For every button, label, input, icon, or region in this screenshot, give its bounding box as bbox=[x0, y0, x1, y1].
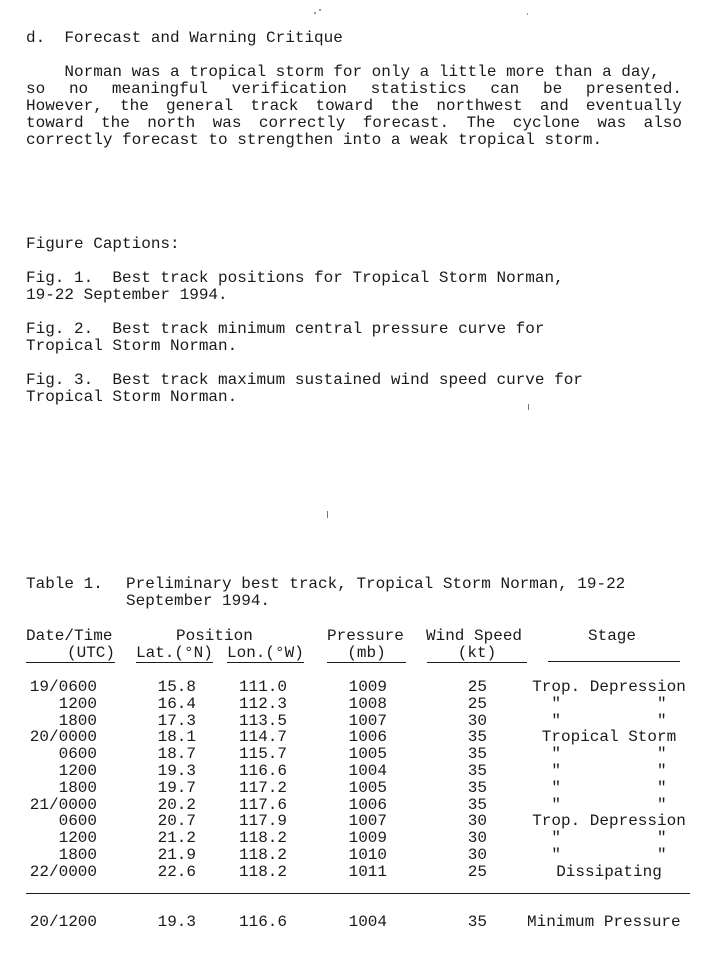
cell-pressure: 1010 bbox=[348, 846, 387, 864]
header-stage-underline bbox=[548, 645, 680, 662]
paragraph-line-1: Norman was a tropical storm for only a little more than a day, bbox=[26, 63, 660, 81]
cell-wind: 35 bbox=[467, 728, 487, 746]
cell-wind: 25 bbox=[467, 695, 487, 713]
paragraph-word: and bbox=[539, 97, 569, 115]
cell-stage: " " bbox=[551, 745, 667, 763]
cell-time: 22/0000 bbox=[29, 863, 97, 881]
paragraph-word: was bbox=[212, 114, 242, 132]
paragraph-word: cyclone bbox=[512, 114, 580, 132]
cell-stage: " " bbox=[551, 695, 667, 713]
cell-lon: 113.5 bbox=[238, 712, 287, 730]
paragraph-line-2 bbox=[26, 81, 682, 98]
cell-stage: Minimum Pressure bbox=[527, 913, 681, 931]
header-stage: Stage bbox=[588, 627, 637, 645]
cell-lon: 115.7 bbox=[238, 745, 287, 763]
cell-stage: " " bbox=[551, 846, 667, 864]
cell-wind: 35 bbox=[467, 779, 487, 797]
paragraph-word: forecast. bbox=[362, 114, 450, 132]
cell-time: 1800 bbox=[58, 846, 97, 864]
cell-pressure: 1007 bbox=[348, 712, 387, 730]
caption-fig3-line2: Tropical Storm Norman. bbox=[26, 388, 238, 406]
paragraph-word: eventually bbox=[585, 97, 682, 115]
cell-stage: Trop. Depression bbox=[532, 678, 686, 696]
header-mb: (mb) bbox=[327, 645, 406, 663]
cell-pressure: 1009 bbox=[348, 829, 387, 847]
cell-wind: 25 bbox=[467, 863, 487, 881]
cell-wind: 30 bbox=[467, 812, 487, 830]
table-title-line1: Preliminary best track, Tropical Storm Norman, 19-22 bbox=[126, 575, 626, 593]
header-wind-speed: Wind Speed bbox=[426, 627, 523, 645]
paragraph-word: can bbox=[490, 80, 520, 98]
cell-lon: 112.3 bbox=[238, 695, 287, 713]
header-kt: (kt) bbox=[427, 645, 527, 663]
cell-pressure: 1005 bbox=[348, 779, 387, 797]
cell-lat: 21.9 bbox=[157, 846, 196, 864]
cell-wind: 35 bbox=[467, 762, 487, 780]
cell-lon: 116.6 bbox=[238, 913, 287, 931]
cell-lat: 21.2 bbox=[157, 829, 196, 847]
paragraph-word: presented. bbox=[585, 80, 682, 98]
scan-speck bbox=[319, 9, 321, 11]
cell-lon: 118.2 bbox=[238, 829, 287, 847]
paragraph-word: correctly bbox=[258, 114, 346, 132]
paragraph-word: northwest bbox=[436, 97, 523, 115]
cell-pressure: 1004 bbox=[348, 913, 387, 931]
cell-wind: 30 bbox=[467, 712, 487, 730]
paragraph-word: However, bbox=[26, 97, 103, 115]
table-title-line2: September 1994. bbox=[126, 592, 271, 610]
paragraph-word: so bbox=[26, 80, 46, 98]
caption-fig2-line1: Fig. 2. Best track minimum central pressure curve for bbox=[26, 320, 545, 338]
cell-lon: 118.2 bbox=[238, 863, 287, 881]
paragraph-word: was bbox=[597, 114, 627, 132]
cell-lon: 117.6 bbox=[238, 796, 287, 814]
scan-speck bbox=[314, 12, 316, 14]
header-position: Position bbox=[176, 627, 253, 645]
cell-lon: 114.7 bbox=[238, 728, 287, 746]
paragraph-word: verification bbox=[231, 80, 347, 98]
cell-lat: 19.3 bbox=[157, 913, 196, 931]
paragraph-word: also bbox=[643, 114, 682, 132]
header-lon: Lon.(°W) bbox=[227, 644, 304, 662]
cell-time: 1800 bbox=[58, 712, 97, 730]
cell-pressure: 1009 bbox=[348, 678, 387, 696]
cell-lat: 18.1 bbox=[157, 728, 196, 746]
caption-fig1-line2: 19-22 September 1994. bbox=[26, 286, 228, 304]
captions-title: Figure Captions: bbox=[26, 235, 180, 253]
cell-lat: 18.7 bbox=[157, 745, 196, 763]
paragraph-word: the bbox=[101, 114, 130, 132]
table-summary-rule bbox=[26, 893, 690, 894]
cell-pressure: 1007 bbox=[348, 812, 387, 830]
paragraph-word: be bbox=[542, 80, 563, 98]
paragraph-line-4 bbox=[26, 115, 682, 132]
cell-pressure: 1006 bbox=[348, 796, 387, 814]
cell-pressure: 1011 bbox=[348, 863, 387, 881]
cell-time: 0600 bbox=[58, 745, 97, 763]
cell-lat: 16.4 bbox=[157, 695, 196, 713]
cell-time: 21/0000 bbox=[29, 796, 97, 814]
cell-lon: 118.2 bbox=[238, 846, 287, 864]
cell-stage: " " bbox=[551, 779, 667, 797]
cell-time: 1200 bbox=[58, 695, 97, 713]
header-lat: Lat.(°N) bbox=[136, 644, 213, 662]
cell-wind: 35 bbox=[467, 796, 487, 814]
paragraph-line-5: correctly forecast to strengthen into a weak tropical storm. bbox=[26, 131, 603, 149]
cell-time: 19/0600 bbox=[29, 678, 97, 696]
paragraph-word: track bbox=[250, 97, 299, 115]
cell-lon: 111.0 bbox=[238, 678, 287, 696]
cell-time: 1200 bbox=[58, 762, 97, 780]
cell-wind: 35 bbox=[467, 745, 487, 763]
cell-lat: 17.3 bbox=[157, 712, 196, 730]
header-pressure: Pressure bbox=[327, 627, 404, 645]
cell-lon: 117.9 bbox=[238, 812, 287, 830]
cell-stage: Tropical Storm bbox=[541, 728, 677, 746]
table-title-label: Table 1. bbox=[26, 575, 103, 593]
paragraph-word: toward bbox=[26, 114, 84, 132]
cell-stage: " " bbox=[551, 712, 667, 730]
caption-fig3-line1: Fig. 3. Best track maximum sustained wind speed curve for bbox=[26, 371, 583, 389]
cell-time: 20/1200 bbox=[29, 913, 97, 931]
cell-wind: 30 bbox=[467, 829, 487, 847]
cell-stage: Dissipating bbox=[556, 863, 662, 881]
cell-lat: 19.3 bbox=[157, 762, 196, 780]
cell-wind: 35 bbox=[467, 913, 487, 931]
cell-time: 1200 bbox=[58, 829, 97, 847]
cell-lat: 20.7 bbox=[157, 812, 196, 830]
cell-pressure: 1008 bbox=[348, 695, 387, 713]
cell-stage: " " bbox=[551, 796, 667, 814]
scan-speck bbox=[327, 511, 328, 518]
section-heading: d. Forecast and Warning Critique bbox=[26, 29, 343, 47]
paragraph-word: the bbox=[119, 97, 149, 115]
paragraph-word: the bbox=[390, 97, 420, 115]
cell-time: 1800 bbox=[58, 779, 97, 797]
cell-lat: 20.2 bbox=[157, 796, 196, 814]
cell-wind: 25 bbox=[467, 678, 487, 696]
cell-lat: 15.8 bbox=[157, 678, 196, 696]
paragraph-word: north bbox=[147, 114, 196, 132]
paragraph-word: meaningful bbox=[111, 80, 208, 98]
cell-pressure: 1005 bbox=[348, 745, 387, 763]
caption-fig1-line1: Fig. 1. Best track positions for Tropical Storm Norman, bbox=[26, 269, 564, 287]
cell-time: 0600 bbox=[58, 812, 97, 830]
paragraph-word: no bbox=[68, 80, 89, 98]
header-utc: (UTC) bbox=[26, 645, 115, 663]
cell-time: 20/0000 bbox=[29, 728, 97, 746]
cell-lat: 22.6 bbox=[157, 863, 196, 881]
cell-lat: 19.7 bbox=[157, 779, 196, 797]
cell-lon: 116.6 bbox=[238, 762, 287, 780]
scan-speck bbox=[527, 13, 528, 15]
paragraph-word: toward bbox=[315, 97, 374, 115]
cell-wind: 30 bbox=[467, 846, 487, 864]
paragraph-word: The bbox=[466, 114, 496, 132]
paragraph-word: statistics bbox=[370, 80, 467, 98]
cell-pressure: 1004 bbox=[348, 762, 387, 780]
header-datetime: Date/Time bbox=[26, 627, 113, 645]
cell-lon: 117.2 bbox=[238, 779, 287, 797]
cell-pressure: 1006 bbox=[348, 728, 387, 746]
cell-stage: " " bbox=[551, 829, 667, 847]
cell-stage: Trop. Depression bbox=[532, 812, 686, 830]
cell-stage: " " bbox=[551, 762, 667, 780]
paragraph-line-3 bbox=[26, 98, 682, 115]
paragraph-word: general bbox=[165, 97, 234, 115]
scan-speck bbox=[528, 404, 529, 410]
caption-fig2-line2: Tropical Storm Norman. bbox=[26, 337, 238, 355]
